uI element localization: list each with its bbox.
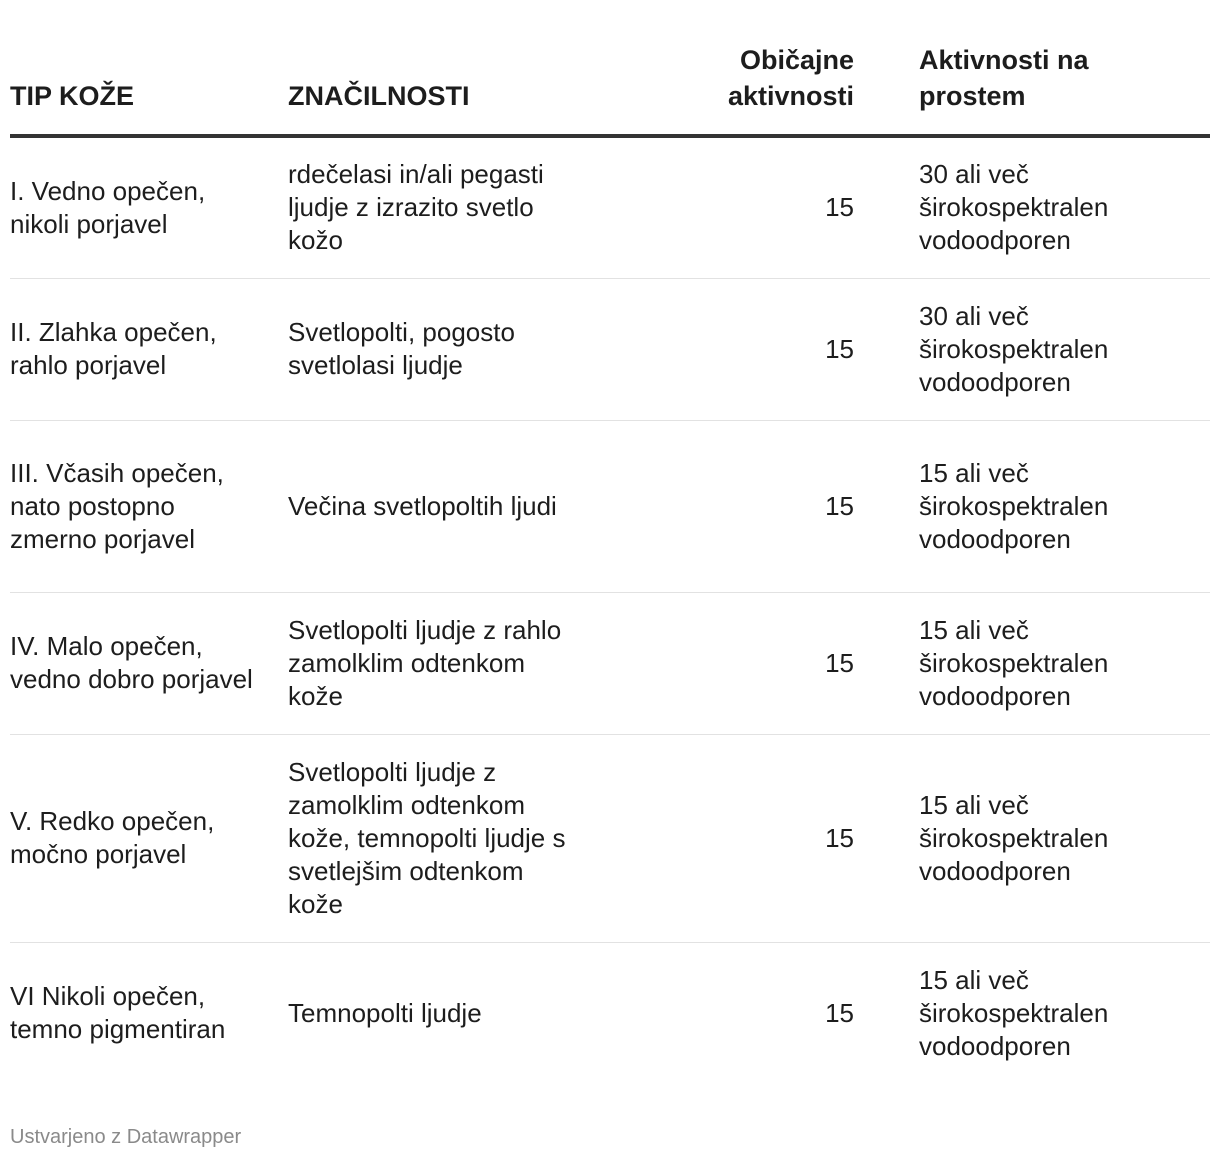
table-row: [10, 278, 1210, 420]
cell-outdoor-activities: [854, 592, 1210, 734]
header-outdoor-activities: Aktivnosti na prostem: [854, 0, 1210, 136]
skin-type-table-container: [10, 0, 1210, 1084]
cell-skin-type: III. Včasih opečen, nato postopno zmerno porjavel: [10, 420, 288, 592]
outdoor-line: vodoodporen: [919, 855, 1071, 886]
cell-outdoor-activities: [854, 136, 1210, 278]
outdoor-line: 15 ali več: [919, 789, 1029, 820]
table-header: [10, 0, 1210, 136]
outdoor-line: širokospektralen: [919, 333, 1109, 364]
outdoor-line: 15 ali več: [919, 457, 1029, 488]
cell-outdoor-activities: [854, 942, 1210, 1084]
table-row: [10, 420, 1210, 592]
cell-characteristics: Večina svetlopoltih ljudi: [288, 420, 588, 592]
cell-characteristics: Svetlopolti, pogosto svetlolasi ljudje: [288, 278, 588, 420]
outdoor-line: 30 ali več: [919, 300, 1029, 331]
table-row: [10, 592, 1210, 734]
outdoor-line: vodoodporen: [919, 225, 1071, 256]
footer-credit: Ustvarjeno z Datawrapper: [10, 1126, 242, 1148]
outdoor-line: vodoodporen: [919, 366, 1071, 397]
table-row: [10, 942, 1210, 1084]
outdoor-line: širokospektralen: [919, 647, 1109, 678]
outdoor-line: vodoodporen: [919, 1030, 1071, 1061]
cell-characteristics: rdečelasi in/ali pegasti ljudje z izrazito svetlo kožo: [288, 136, 588, 278]
cell-outdoor-activities: [854, 420, 1210, 592]
cell-outdoor-activities: [854, 278, 1210, 420]
cell-skin-type: IV. Malo opečen, vedno dobro porjavel: [10, 592, 288, 734]
cell-normal-activities: 15: [588, 592, 854, 734]
outdoor-line: širokospektralen: [919, 192, 1109, 223]
cell-characteristics: Temnopolti ljudje: [288, 997, 482, 1028]
outdoor-line: širokospektralen: [919, 822, 1109, 853]
cell-characteristics: Svetlopolti ljudje z zamolklim odtenkom kože, temnopolti ljudje s svetlejšim odtenkom kože: [288, 734, 588, 942]
cell-normal-activities: 15: [825, 997, 854, 1028]
header-skin-type: TIP KOŽE: [10, 0, 288, 136]
outdoor-line: vodoodporen: [919, 680, 1071, 711]
outdoor-line: širokospektralen: [919, 490, 1109, 521]
table-row: [10, 734, 1210, 942]
outdoor-line: 15 ali več: [919, 614, 1029, 645]
cell-skin-type: II. Zlahka opečen, rahlo porjavel: [10, 278, 288, 420]
outdoor-line: 30 ali več: [919, 159, 1029, 190]
header-normal-activities: Običajne aktivnosti: [588, 0, 854, 136]
cell-normal-activities: 15: [588, 278, 854, 420]
cell-normal-activities: 15: [588, 420, 854, 592]
cell-skin-type: I. Vedno opečen, nikoli porjavel: [10, 136, 288, 278]
cell-normal-activities: 15: [588, 734, 854, 942]
outdoor-line: vodoodporen: [919, 523, 1071, 554]
skin-type-table: [10, 0, 1210, 1084]
cell-normal-activities: 15: [588, 136, 854, 278]
header-row: [10, 0, 1210, 136]
cell-skin-type: VI Nikoli opečen, temno pigmentiran: [10, 981, 226, 1045]
header-characteristics: ZNAČILNOSTI: [288, 0, 588, 136]
outdoor-line: 15 ali več: [919, 964, 1029, 995]
cell-characteristics: Svetlopolti ljudje z rahlo zamolklim odtenkom kože: [288, 592, 588, 734]
cell-outdoor-activities: [854, 734, 1210, 942]
table-body: [10, 136, 1210, 1084]
cell-skin-type: V. Redko opečen, močno porjavel: [10, 734, 288, 942]
table-row: [10, 136, 1210, 278]
outdoor-line: širokospektralen: [919, 997, 1109, 1028]
